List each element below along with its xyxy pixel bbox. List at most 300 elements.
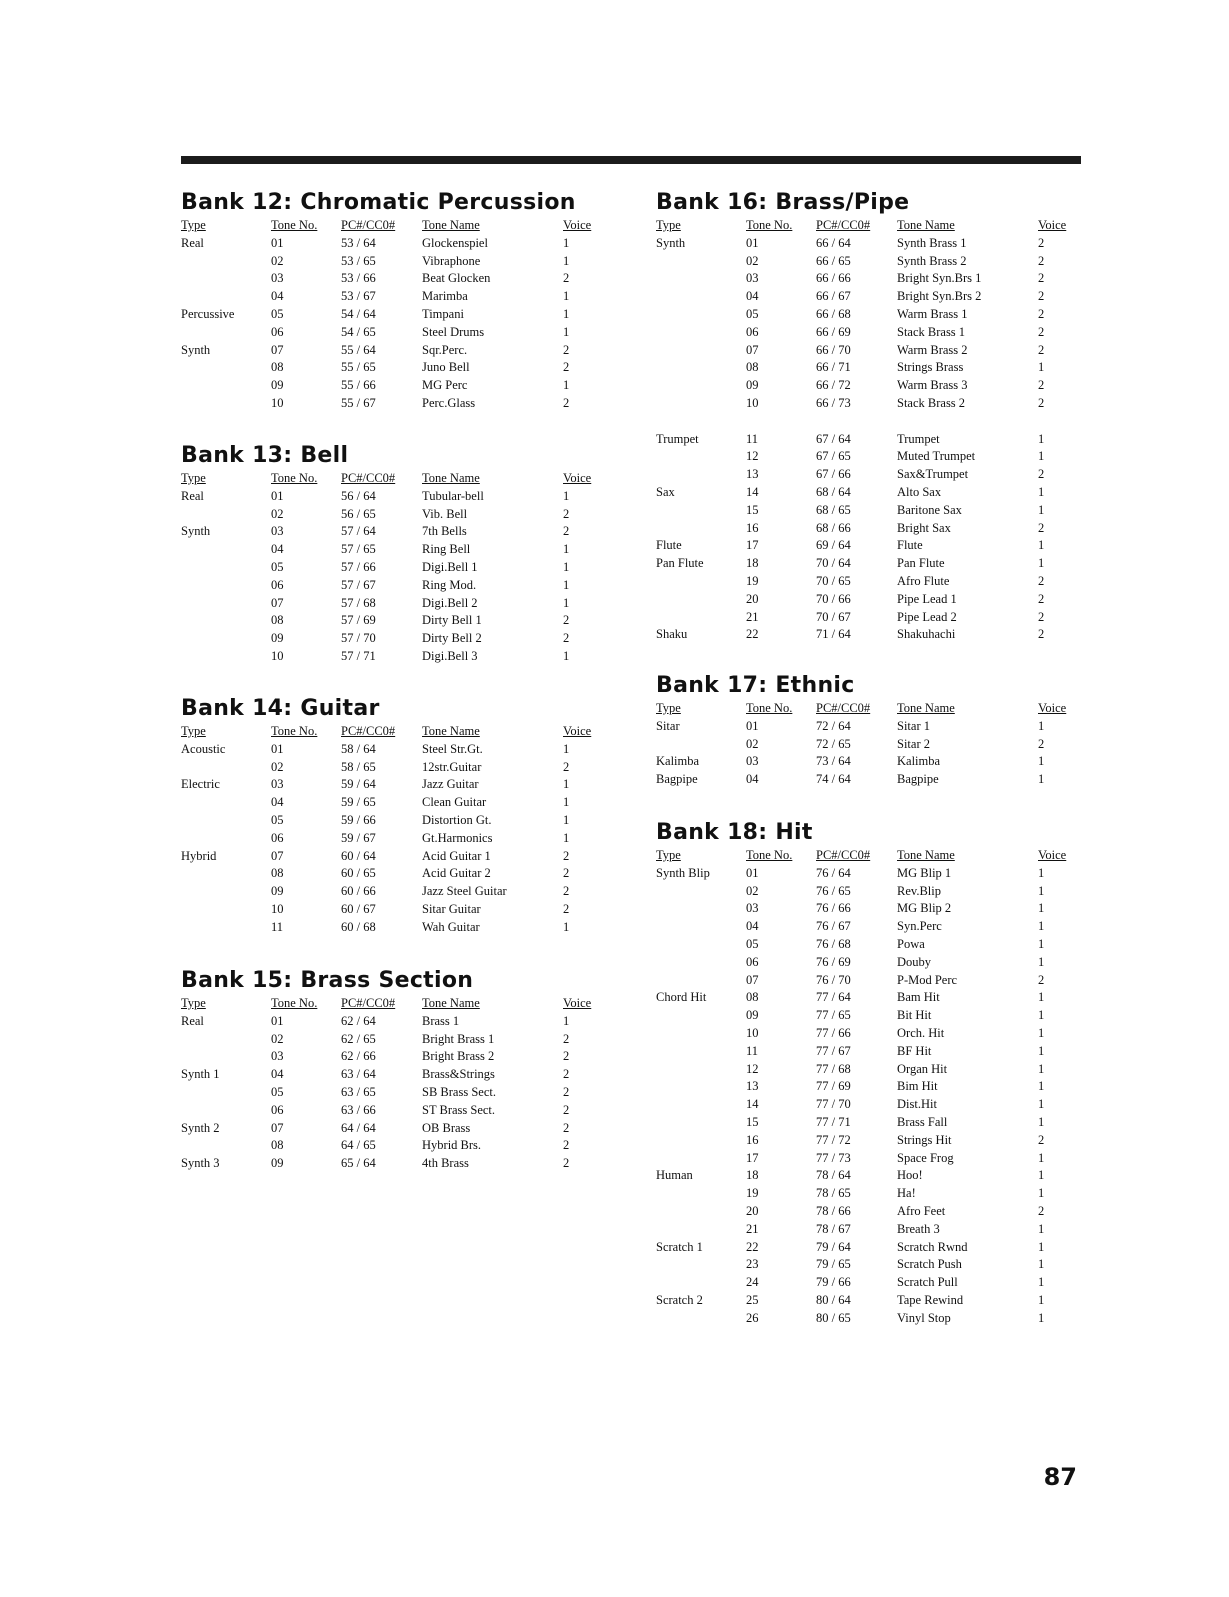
bank-title: Bank 15: Brass Section — [181, 968, 474, 993]
cell-pc-cc0: 76 / 70 — [816, 972, 851, 987]
header-tone-no: Tone No. — [746, 848, 793, 862]
table-row — [656, 1256, 1086, 1274]
table-row — [656, 484, 1086, 502]
table-row — [656, 1114, 1086, 1132]
cell-tone-no: 06 — [746, 954, 759, 969]
cell-tone-no: 07 — [271, 342, 284, 357]
cell-tone-no: 04 — [271, 1067, 284, 1082]
cell-pc-cc0: 76 / 66 — [816, 901, 851, 916]
bank-title: Bank 16: Brass/Pipe — [656, 190, 910, 215]
cell-tone-name: Breath 3 — [897, 1221, 940, 1236]
cell-tone-no: 10 — [746, 395, 759, 410]
header-tone-name: Tone Name — [422, 724, 480, 738]
cell-pc-cc0: 80 / 65 — [816, 1310, 851, 1325]
cell-type: Sitar — [656, 718, 680, 733]
cell-voice: 1 — [563, 542, 570, 557]
cell-tone-name: Trumpet — [897, 431, 940, 446]
cell-voice: 1 — [1038, 1257, 1045, 1272]
table-row — [656, 270, 1086, 288]
cell-pc-cc0: 77 / 65 — [816, 1008, 851, 1023]
cell-tone-name: Stack Brass 2 — [897, 395, 966, 410]
cell-voice: 1 — [1038, 1221, 1045, 1236]
table-row — [656, 448, 1086, 466]
cell-voice: 2 — [563, 271, 570, 286]
table-row — [656, 609, 1086, 627]
cell-tone-name: Kalimba — [897, 754, 941, 769]
cell-tone-no: 26 — [746, 1310, 759, 1325]
cell-pc-cc0: 78 / 65 — [816, 1186, 851, 1201]
cell-voice: 1 — [563, 306, 570, 321]
cell-tone-name: SB Brass Sect. — [422, 1084, 496, 1099]
cell-pc-cc0: 58 / 65 — [341, 759, 376, 774]
header-type: Type — [656, 701, 681, 715]
header-pc-cc0: PC#/CC0# — [816, 848, 871, 862]
cell-tone-name: Warm Brass 2 — [897, 342, 968, 357]
cell-type: Human — [656, 1168, 693, 1183]
cell-voice: 2 — [563, 1084, 570, 1099]
cell-tone-no: 02 — [271, 506, 284, 521]
cell-type: Electric — [181, 777, 220, 792]
cell-voice: 1 — [1038, 1292, 1045, 1307]
cell-pc-cc0: 57 / 69 — [341, 613, 376, 628]
table-row — [656, 1078, 1086, 1096]
cell-pc-cc0: 55 / 65 — [341, 360, 376, 375]
cell-voice: 2 — [563, 866, 570, 881]
cell-type: Synth 1 — [181, 1067, 220, 1082]
header-voice: Voice — [1038, 218, 1067, 232]
cell-pc-cc0: 62 / 65 — [341, 1031, 376, 1046]
cell-voice: 1 — [563, 812, 570, 827]
cell-pc-cc0: 53 / 65 — [341, 253, 376, 268]
table-header — [181, 217, 611, 235]
cell-tone-no: 01 — [271, 235, 284, 250]
cell-tone-name: Shakuhachi — [897, 627, 956, 642]
cell-tone-name: Afro Flute — [897, 573, 950, 588]
cell-voice: 1 — [563, 559, 570, 574]
cell-pc-cc0: 54 / 64 — [341, 306, 376, 321]
table-row — [656, 900, 1086, 918]
cell-tone-name: Bagpipe — [897, 772, 939, 787]
cell-voice: 1 — [1038, 360, 1045, 375]
table-row — [181, 1137, 611, 1155]
cell-tone-no: 02 — [746, 253, 759, 268]
cell-pc-cc0: 58 / 64 — [341, 741, 376, 756]
cell-tone-no: 04 — [746, 919, 759, 934]
cell-type: Synth 3 — [181, 1156, 220, 1171]
cell-voice: 2 — [563, 884, 570, 899]
cell-voice: 2 — [1038, 972, 1045, 987]
cell-tone-no: 14 — [746, 1097, 759, 1112]
cell-pc-cc0: 60 / 68 — [341, 919, 376, 934]
cell-tone-no: 24 — [746, 1275, 759, 1290]
cell-tone-no: 06 — [271, 324, 284, 339]
table-row — [656, 972, 1086, 990]
cell-tone-no: 22 — [746, 627, 759, 642]
cell-tone-no: 01 — [271, 741, 284, 756]
cell-type: Pan Flute — [656, 556, 704, 571]
cell-pc-cc0: 57 / 67 — [341, 577, 376, 592]
table-row — [656, 395, 1086, 413]
cell-pc-cc0: 66 / 64 — [816, 235, 851, 250]
cell-voice: 1 — [1038, 954, 1045, 969]
cell-voice: 1 — [1038, 718, 1045, 733]
cell-pc-cc0: 53 / 64 — [341, 235, 376, 250]
cell-pc-cc0: 77 / 70 — [816, 1097, 851, 1112]
cell-type: Synth Blip — [656, 865, 710, 880]
header-type: Type — [181, 996, 206, 1010]
cell-pc-cc0: 60 / 66 — [341, 884, 376, 899]
cell-pc-cc0: 73 / 64 — [816, 754, 851, 769]
cell-tone-no: 20 — [746, 1203, 759, 1218]
cell-pc-cc0: 67 / 66 — [816, 467, 851, 482]
cell-voice: 2 — [563, 1156, 570, 1171]
cell-tone-no: 22 — [746, 1239, 759, 1254]
header-pc-cc0: PC#/CC0# — [341, 471, 396, 485]
cell-tone-name: Glockenspiel — [422, 235, 488, 250]
cell-voice: 2 — [1038, 520, 1045, 535]
table-row — [656, 1007, 1086, 1025]
cell-pc-cc0: 59 / 65 — [341, 795, 376, 810]
cell-tone-no: 13 — [746, 1079, 759, 1094]
header-pc-cc0: PC#/CC0# — [341, 218, 396, 232]
table-row — [181, 270, 611, 288]
cell-tone-name: Jazz Steel Guitar — [422, 884, 507, 899]
cell-pc-cc0: 71 / 64 — [816, 627, 851, 642]
bank-16-section — [656, 189, 1086, 644]
header-tone-no: Tone No. — [271, 218, 318, 232]
cell-type: Synth 2 — [181, 1120, 220, 1135]
table-row — [181, 359, 611, 377]
table-row — [656, 324, 1086, 342]
bank-13-section — [181, 442, 611, 666]
table-row — [656, 626, 1086, 644]
table-row — [181, 595, 611, 613]
cell-pc-cc0: 57 / 70 — [341, 631, 376, 646]
cell-voice: 1 — [1038, 484, 1045, 499]
cell-voice: 2 — [1038, 467, 1045, 482]
table-row — [656, 1292, 1086, 1310]
cell-pc-cc0: 77 / 73 — [816, 1150, 851, 1165]
cell-type: Hybrid — [181, 848, 217, 863]
cell-pc-cc0: 76 / 65 — [816, 883, 851, 898]
cell-voice: 2 — [563, 759, 570, 774]
cell-type: Scratch 2 — [656, 1292, 703, 1307]
cell-tone-name: Tubular-bell — [422, 488, 484, 503]
bank-title: Bank 12: Chromatic Percussion — [181, 190, 576, 215]
header-tone-name: Tone Name — [422, 218, 480, 232]
table-row — [656, 1150, 1086, 1168]
cell-tone-name: Alto Sax — [897, 484, 942, 499]
cell-tone-name: Strings Brass — [897, 360, 964, 375]
bank-title: Bank 13: Bell — [181, 443, 349, 468]
cell-tone-name: Digi.Bell 1 — [422, 559, 478, 574]
cell-tone-name: Vibraphone — [422, 253, 481, 268]
cell-tone-name: Flute — [897, 538, 923, 553]
header-type: Type — [656, 218, 681, 232]
cell-type: Synth — [181, 342, 211, 357]
cell-voice: 1 — [1038, 1061, 1045, 1076]
cell-tone-name: Pipe Lead 2 — [897, 609, 957, 624]
cell-voice: 2 — [563, 1138, 570, 1153]
cell-voice: 1 — [563, 741, 570, 756]
header-voice: Voice — [563, 996, 592, 1010]
cell-tone-name: Digi.Bell 2 — [422, 595, 478, 610]
cell-pc-cc0: 57 / 66 — [341, 559, 376, 574]
cell-voice: 1 — [563, 648, 570, 663]
cell-tone-no: 07 — [271, 1120, 284, 1135]
cell-voice: 1 — [1038, 1079, 1045, 1094]
cell-tone-name: Sitar Guitar — [422, 901, 481, 916]
table-row — [181, 848, 611, 866]
cell-voice: 1 — [1038, 1025, 1045, 1040]
cell-pc-cc0: 66 / 71 — [816, 360, 851, 375]
cell-tone-name: Stack Brass 1 — [897, 324, 966, 339]
cell-tone-no: 09 — [271, 378, 284, 393]
cell-pc-cc0: 77 / 64 — [816, 990, 851, 1005]
cell-voice: 2 — [1038, 395, 1045, 410]
cell-type: Trumpet — [656, 431, 699, 446]
cell-tone-no: 13 — [746, 467, 759, 482]
cell-tone-name: Scratch Pull — [897, 1275, 958, 1290]
table-row — [181, 759, 611, 777]
cell-tone-no: 04 — [271, 542, 284, 557]
cell-tone-name: Afro Feet — [897, 1203, 946, 1218]
cell-tone-no: 03 — [746, 271, 759, 286]
cell-voice: 2 — [563, 1031, 570, 1046]
cell-type: Synth — [656, 235, 686, 250]
cell-voice: 2 — [1038, 271, 1045, 286]
cell-tone-no: 15 — [746, 502, 759, 517]
cell-tone-no: 06 — [746, 324, 759, 339]
cell-pc-cc0: 79 / 64 — [816, 1239, 851, 1254]
cell-tone-name: Juno Bell — [422, 360, 470, 375]
cell-tone-name: Brass&Strings — [422, 1067, 495, 1082]
cell-tone-name: Steel Str.Gt. — [422, 741, 483, 756]
bank-title: Bank 17: Ethnic — [656, 673, 855, 698]
table-row — [656, 288, 1086, 306]
cell-tone-no: 04 — [746, 289, 759, 304]
table-row — [181, 1048, 611, 1066]
cell-tone-name: 7th Bells — [422, 524, 467, 539]
table-header — [181, 470, 611, 488]
cell-tone-no: 01 — [271, 1013, 284, 1028]
cell-tone-name: Baritone Sax — [897, 502, 962, 517]
cell-tone-no: 02 — [271, 759, 284, 774]
cell-tone-no: 05 — [271, 812, 284, 827]
table-row — [656, 865, 1086, 883]
table-row — [181, 812, 611, 830]
cell-pc-cc0: 66 / 65 — [816, 253, 851, 268]
cell-voice: 2 — [1038, 235, 1045, 250]
cell-tone-name: Douby — [897, 954, 932, 969]
header-tone-name: Tone Name — [422, 471, 480, 485]
cell-tone-no: 02 — [746, 883, 759, 898]
cell-voice: 1 — [1038, 883, 1045, 898]
cell-tone-name: Vinyl Stop — [897, 1310, 951, 1325]
table-row — [181, 395, 611, 413]
cell-voice: 2 — [563, 360, 570, 375]
cell-tone-no: 21 — [746, 609, 759, 624]
cell-voice: 1 — [1038, 1150, 1045, 1165]
cell-tone-name: 4th Brass — [422, 1156, 469, 1171]
cell-voice: 1 — [1038, 772, 1045, 787]
cell-voice: 2 — [563, 1067, 570, 1082]
table-row — [181, 1031, 611, 1049]
cell-tone-no: 12 — [746, 1061, 759, 1076]
cell-tone-no: 09 — [746, 378, 759, 393]
cell-voice: 2 — [563, 613, 570, 628]
cell-tone-name: MG Blip 2 — [897, 901, 952, 916]
cell-pc-cc0: 70 / 66 — [816, 591, 851, 606]
table-row — [656, 1025, 1086, 1043]
cell-voice: 1 — [563, 1013, 570, 1028]
table-row — [181, 488, 611, 506]
cell-voice: 2 — [1038, 591, 1045, 606]
table-row — [181, 901, 611, 919]
cell-pc-cc0: 56 / 65 — [341, 506, 376, 521]
cell-tone-no: 02 — [271, 1031, 284, 1046]
cell-voice: 2 — [563, 506, 570, 521]
table-row — [656, 359, 1086, 377]
cell-tone-name: Brass 1 — [422, 1013, 460, 1028]
cell-tone-name: Tape Rewind — [897, 1292, 964, 1307]
cell-tone-no: 01 — [746, 235, 759, 250]
cell-type: Scratch 1 — [656, 1239, 703, 1254]
cell-pc-cc0: 57 / 68 — [341, 595, 376, 610]
cell-tone-no: 06 — [271, 577, 284, 592]
cell-tone-name: Syn.Perc — [897, 919, 942, 934]
bank-12-section — [181, 189, 611, 413]
cell-tone-name: Dist.Hit — [897, 1097, 937, 1112]
header-voice: Voice — [1038, 848, 1067, 862]
cell-pc-cc0: 67 / 64 — [816, 431, 851, 446]
cell-tone-no: 09 — [746, 1008, 759, 1023]
header-tone-no: Tone No. — [746, 218, 793, 232]
cell-voice: 1 — [563, 830, 570, 845]
cell-tone-no: 10 — [271, 395, 284, 410]
table-row — [181, 1066, 611, 1084]
cell-tone-name: Powa — [897, 936, 925, 951]
table-row — [656, 1043, 1086, 1061]
bank-15-section — [181, 967, 611, 1173]
cell-tone-name: Organ Hit — [897, 1061, 948, 1076]
cell-pc-cc0: 70 / 65 — [816, 573, 851, 588]
cell-type: Real — [181, 1013, 204, 1028]
cell-tone-name: Bright Sax — [897, 520, 951, 535]
cell-tone-name: Hoo! — [897, 1168, 923, 1183]
cell-pc-cc0: 74 / 64 — [816, 772, 851, 787]
cell-voice: 1 — [1038, 449, 1045, 464]
cell-tone-name: Bam Hit — [897, 990, 940, 1005]
cell-tone-name: Dirty Bell 2 — [422, 631, 482, 646]
cell-tone-no: 08 — [746, 360, 759, 375]
table-row — [181, 288, 611, 306]
cell-voice: 1 — [1038, 431, 1045, 446]
cell-tone-no: 10 — [746, 1025, 759, 1040]
cell-voice: 2 — [1038, 1203, 1045, 1218]
table-row — [181, 377, 611, 395]
cell-tone-name: 12str.Guitar — [422, 759, 482, 774]
cell-tone-name: ST Brass Sect. — [422, 1102, 496, 1117]
table-row — [181, 648, 611, 666]
cell-tone-no: 06 — [271, 1102, 284, 1117]
cell-tone-no: 15 — [746, 1114, 759, 1129]
table-row — [181, 306, 611, 324]
cell-voice: 2 — [1038, 253, 1045, 268]
cell-tone-name: Brass Fall — [897, 1114, 948, 1129]
cell-tone-no: 03 — [746, 901, 759, 916]
cell-tone-no: 25 — [746, 1292, 759, 1307]
cell-voice: 2 — [1038, 573, 1045, 588]
cell-pc-cc0: 76 / 67 — [816, 919, 851, 934]
cell-voice: 2 — [1038, 306, 1045, 321]
header-type: Type — [656, 848, 681, 862]
cell-voice: 2 — [563, 342, 570, 357]
cell-voice: 1 — [563, 253, 570, 268]
bank-18-section — [656, 819, 1086, 1328]
cell-tone-no: 07 — [746, 342, 759, 357]
cell-voice: 1 — [1038, 1008, 1045, 1023]
table-row — [656, 537, 1086, 555]
cell-pc-cc0: 63 / 65 — [341, 1084, 376, 1099]
cell-tone-no: 08 — [271, 866, 284, 881]
cell-tone-no: 05 — [271, 306, 284, 321]
cell-voice: 2 — [1038, 627, 1045, 642]
cell-tone-no: 08 — [271, 1138, 284, 1153]
cell-pc-cc0: 59 / 66 — [341, 812, 376, 827]
table-row — [181, 794, 611, 812]
table-row — [656, 342, 1086, 360]
table-row — [656, 1221, 1086, 1239]
cell-tone-name: Pan Flute — [897, 556, 945, 571]
table-row — [656, 1061, 1086, 1079]
cell-pc-cc0: 77 / 69 — [816, 1079, 851, 1094]
table-row — [656, 1167, 1086, 1185]
cell-voice: 2 — [563, 395, 570, 410]
header-pc-cc0: PC#/CC0# — [816, 701, 871, 715]
cell-voice: 1 — [1038, 865, 1045, 880]
header-voice: Voice — [563, 724, 592, 738]
cell-pc-cc0: 57 / 65 — [341, 542, 376, 557]
cell-voice: 2 — [1038, 609, 1045, 624]
table-row — [181, 235, 611, 253]
table-row — [181, 883, 611, 901]
cell-voice: 1 — [1038, 1186, 1045, 1201]
cell-tone-name: Bright Syn.Brs 1 — [897, 271, 982, 286]
cell-tone-no: 18 — [746, 556, 759, 571]
cell-tone-no: 05 — [271, 1084, 284, 1099]
cell-type: Percussive — [181, 306, 235, 321]
cell-tone-no: 10 — [271, 901, 284, 916]
cell-tone-no: 05 — [746, 936, 759, 951]
table-header — [656, 700, 1086, 718]
cell-pc-cc0: 77 / 67 — [816, 1043, 851, 1058]
cell-tone-name: Wah Guitar — [422, 919, 480, 934]
table-header — [181, 723, 611, 741]
cell-voice: 1 — [563, 795, 570, 810]
header-tone-no: Tone No. — [271, 724, 318, 738]
cell-tone-no: 05 — [271, 559, 284, 574]
table-row — [656, 1274, 1086, 1292]
cell-voice: 1 — [1038, 936, 1045, 951]
cell-tone-name: Perc.Glass — [422, 395, 476, 410]
cell-voice: 1 — [1038, 1275, 1045, 1290]
table-row — [181, 919, 611, 937]
table-row — [656, 936, 1086, 954]
cell-voice: 1 — [1038, 556, 1045, 571]
table-row — [181, 776, 611, 794]
table-row — [656, 573, 1086, 591]
